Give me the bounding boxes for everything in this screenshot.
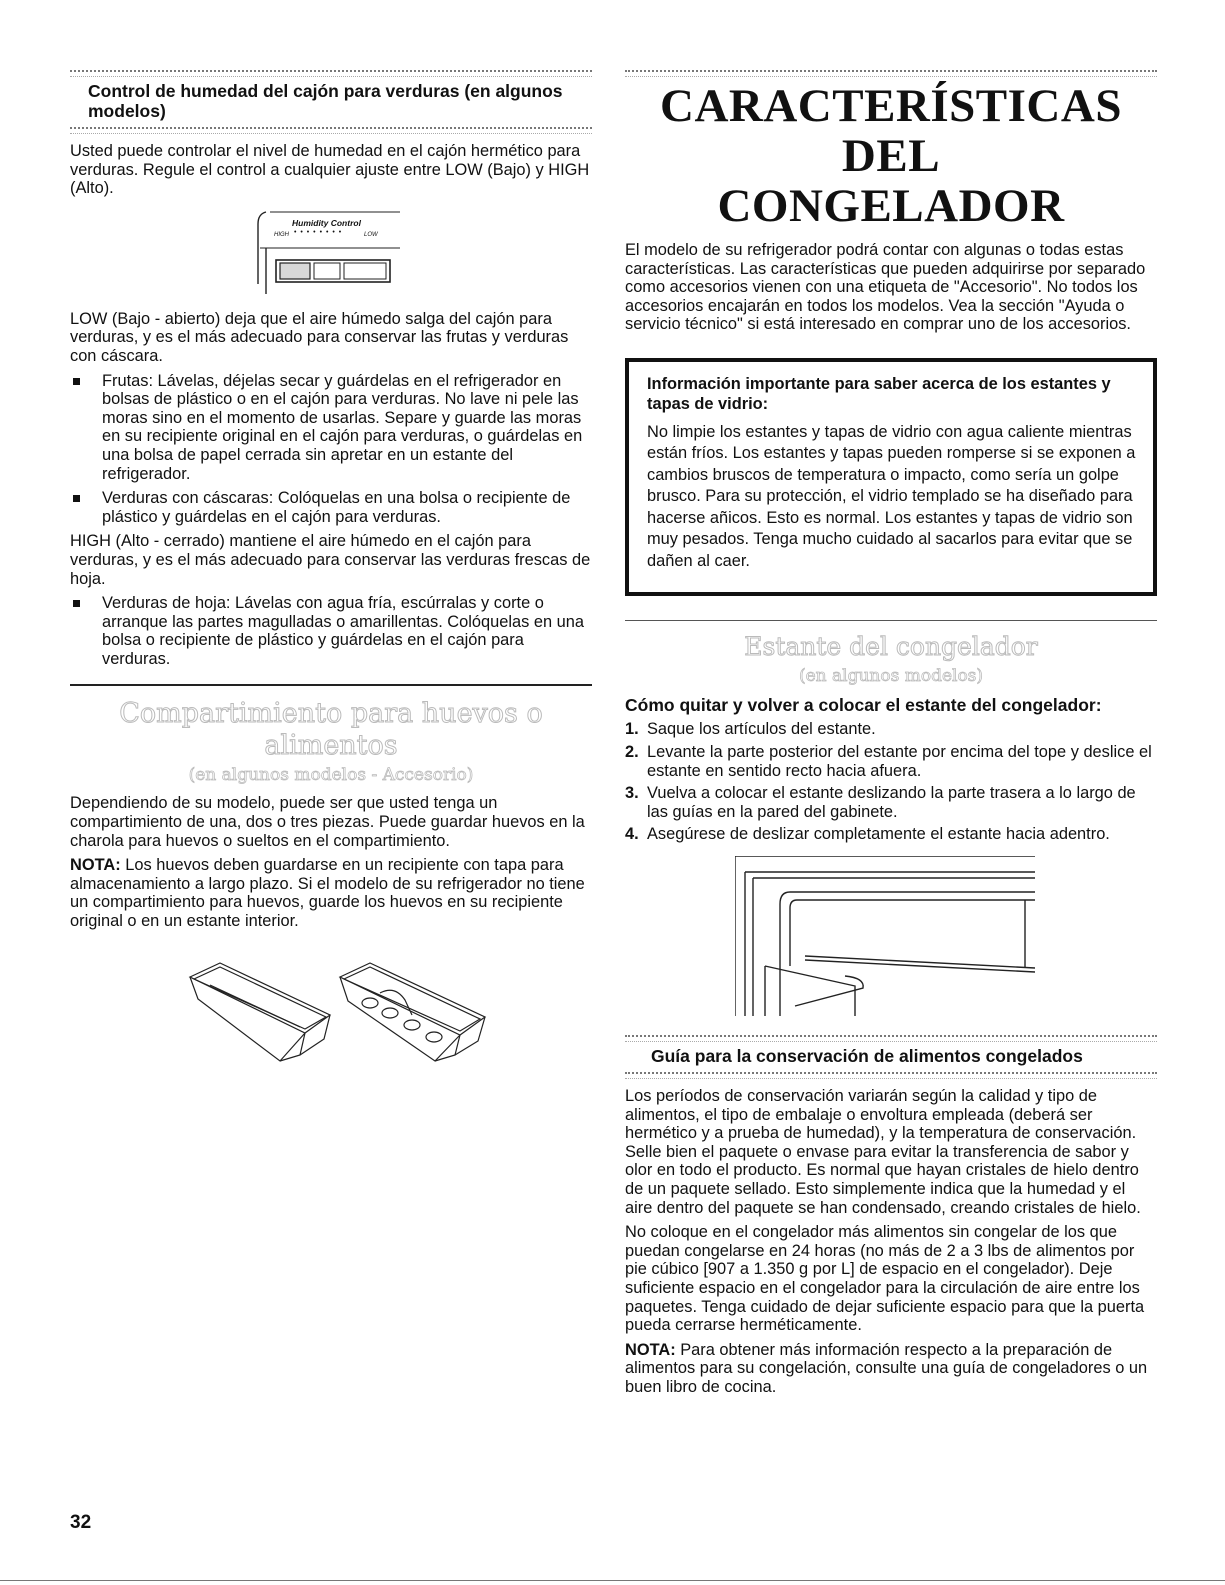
section-divider xyxy=(625,1072,1157,1079)
freezer-shelf-illustration xyxy=(735,856,1157,1021)
note-text: Los huevos deben guardarse en un recipiente con tapa para almacenamiento a largo plazo. Si el modelo de su refrigerador no tiene un compartimiento para huevos, guarde los huevos en su recipiente original o en un estante interior. xyxy=(70,856,585,931)
list-item: Verduras con cáscaras: Colóquelas en una bolsa o recipiente de plástico y guárdelas en el cajón para verduras. xyxy=(70,489,592,526)
humidity-intro: Usted puede controlar el nivel de humedad en el cajón hermético para verduras. Regule el control a cualquier ajuste entre LOW (Bajo) y HIGH (Alto). xyxy=(70,142,590,198)
step-number: 1. xyxy=(625,720,639,739)
title-line-1: CARACTERÍSTICAS DEL xyxy=(660,80,1122,182)
step-text: Vuelva a colocar el estante deslizando la parte trasera a lo largo de las guías en la pared del gabinete. xyxy=(647,784,1136,821)
note-label: NOTA: xyxy=(70,856,121,875)
diagram-label: Humidity Control xyxy=(292,217,361,228)
title-line-2: CONGELADOR xyxy=(717,180,1065,232)
humidity-heading: Control de humedad del cajón para verduras (en algunos modelos) xyxy=(88,81,563,121)
step-item xyxy=(625,825,1157,844)
warning-title: Información importante para saber acerca de los estantes y tapas de vidrio: xyxy=(647,374,1111,413)
guide-note xyxy=(625,1341,1157,1397)
step-number: 4. xyxy=(625,825,639,844)
page-title xyxy=(625,81,1157,231)
shelf-heading: Estante del congelador xyxy=(744,632,1038,662)
guide-paragraph-2: No coloque en el congelador más alimentos sin congelar de los que puedan congelarse en 24 horas (no más de 2 a 3 lbs de alimentos por pie cúbico [907 a 1.350 g por L] de espacio en el congelador). Deje suficiente espacio en el congelador para la circulación de aire entre los paquetes. Tenga cuidado de dejar suficiente espacio para que la puerta pueda cerrarse herméticamente. xyxy=(625,1223,1145,1335)
eggs-subheading: (en algunos modelos - Accesorio) xyxy=(188,765,474,786)
shelf-subheading: (en algunos modelos) xyxy=(798,666,984,687)
step-text: Levante la parte posterior del estante por encima del tope y deslice el estante en sentido recto hacia afuera. xyxy=(647,743,1152,780)
step-number: 3. xyxy=(625,784,639,803)
step-text: Asegúrese de deslizar completamente el estante hacia adentro. xyxy=(647,825,1110,844)
step-item xyxy=(625,743,1157,780)
note-text: Para obtener más información respecto a la preparación de alimentos para su congelación, consulte una guía de congeladores o un buen libro de cocina. xyxy=(625,1340,1148,1396)
section-rule xyxy=(625,620,1157,621)
left-column xyxy=(70,70,592,1070)
section-divider xyxy=(625,70,1157,77)
list-item: Verduras de hoja: Lávelas con agua fría, escúrralas y corte o arranque las partes magulladas o amarillentas. Colóquelas en una bolsa o recipiente de plástico y guárdelas en el cajón para verduras. xyxy=(70,594,592,668)
section-divider xyxy=(70,127,592,134)
guide-paragraph-1: Los períodos de conservación variarán según la calidad y tipo de alimentos, el tipo de embalaje o envoltura empleada (deberá ser hermético y a prueba de humedad), y la temperatura de conservación. Selle bien el paquete o envase para evitar la transferencia de sabor y olor en todo el producto. Es normal que hayan cristales de hielo dentro de un paquete sellado. Esto simplemente indica que la humedad y el aire dentro del paquete se han condensado, creando cristales de hielo. xyxy=(625,1087,1141,1217)
section-rule xyxy=(70,684,592,686)
right-column xyxy=(625,70,1157,1403)
note-label: NOTA: xyxy=(625,1340,676,1359)
freezer-intro: El modelo de su refrigerador podrá contar con algunas o todas estas características. Las características que pueden adquirirse por separado como accesorios vienen con una etiqueta de "Accesorio". No todos los accesorios encajarán en todos los modelos. Vea la sección "Ayuda o servicio técnico" si está interesado en comprar uno de los accesorios. xyxy=(625,241,1146,334)
guide-heading: Guía para la conservación de alimentos congelados xyxy=(651,1046,1083,1067)
section-divider xyxy=(70,70,592,77)
section-divider xyxy=(625,1035,1157,1042)
page-number: 32 xyxy=(70,1512,92,1533)
eggs-heading: Compartimiento para huevos o alimentos xyxy=(119,698,543,762)
glass-shelf-warning-box xyxy=(625,358,1157,597)
diagram-dots: • • • • • • • • xyxy=(294,228,343,236)
step-number: 2. xyxy=(625,743,639,762)
step-item xyxy=(625,784,1157,821)
warning-text: No limpie los estantes y tapas de vidrio con agua caliente mientras están fríos. Los estantes y tapas pueden romperse si se exponen a cambios bruscos de temperatura o impacto, como sería un golpe brusco. Para su protección, el vidrio templado se ha diseñado para hacerse añicos. Esto es normal. Los estantes y tapas de vidrio son muy pesados. Tenga mucho cuidado al sacarlos para evitar que se dañen al caer. xyxy=(647,422,1136,570)
eggs-note xyxy=(70,856,592,930)
page-bottom-line xyxy=(0,1580,1225,1581)
step-item xyxy=(625,720,1157,739)
eggs-paragraph: Dependiendo de su modelo, puede ser que usted tenga un compartimiento de una, dos o tres piezas. Puede guardar huevos en la charola para huevos o sueltos en el compartimiento. xyxy=(70,794,585,850)
low-text: LOW (Bajo - abierto) deja que el aire húmedo salga del cajón para verduras, y es el más adecuado para conservar las frutas y verduras con cáscara. xyxy=(70,309,569,365)
diagram-low: LOW xyxy=(364,231,378,238)
egg-bins-illustration xyxy=(180,955,592,1070)
high-text: HIGH (Alto - cerrado) mantiene el aire húmedo en el cajón para verduras, y es el más adecuado para conservar las verduras frescas de hoja. xyxy=(70,532,591,588)
step-text: Saque los artículos del estante. xyxy=(647,720,876,739)
list-item: Frutas: Lávelas, déjelas secar y guárdelas en el refrigerador en bolsas de plástico o en el cajón para verduras. No lave ni pele las moras sino en el momento de usarlas. Separe y guarde las moras en su recipiente original en el cajón para verduras, o guárdelas en una bolsa de papel cerrada sin apretar en un estante del refrigerador. xyxy=(70,372,592,484)
steps-heading: Cómo quitar y volver a colocar el estante del congelador: xyxy=(625,695,1102,716)
diagram-high: HIGH xyxy=(274,231,289,238)
humidity-control-diagram xyxy=(70,204,592,296)
